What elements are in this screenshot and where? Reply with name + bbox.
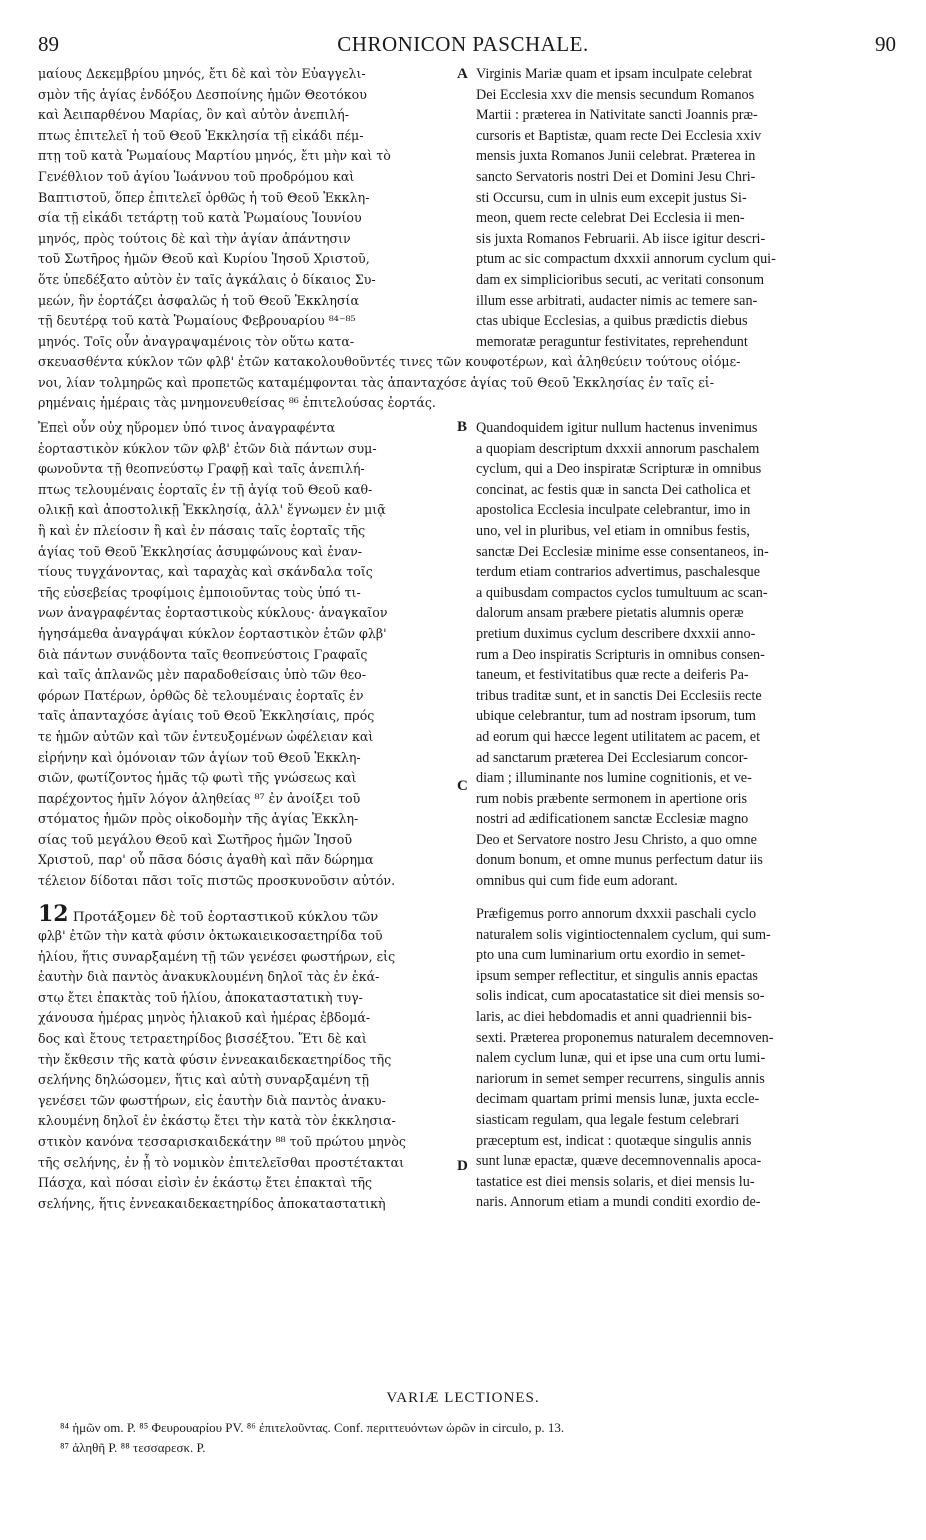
latin-text-line: a quibusdam compactos cyclos tumultuum ac scan- xyxy=(476,584,768,601)
running-title: CHRONICON PASCHALE. xyxy=(337,32,589,56)
latin-text-line: diam ; illuminante nos lumine cognitionis, et ve- xyxy=(476,770,752,787)
latin-text-line: tastatice est diei mensis solaris, et diei mensis lu- xyxy=(476,1173,755,1190)
section-number: 12 xyxy=(38,904,69,927)
greek-text-line: Χριστοῦ, παρ' οὗ πᾶσα δόσις ἀγαθὴ καὶ πᾶν δώρημα xyxy=(38,852,374,868)
latin-text-line: rum a Deo inspiratis Scripturis in omnibus consen- xyxy=(476,646,765,663)
greek-text-line: μηνός, πρὸς τούτοις δὲ καὶ τὴν ἁγίαν ἀπάντησιν xyxy=(38,230,351,246)
greek-text-line: ρημέναις ἡμέραις τὰς μνημονευθείσας ⁸⁶ ἐπιτελούσας ἑορτάς. xyxy=(38,395,436,411)
latin-text-line: illum esse arbitrati, audacter nimis ac temere san- xyxy=(476,292,758,309)
latin-text-line: sunt lunæ epactæ, quæve decemnovennalis apoca- xyxy=(476,1153,762,1170)
greek-text-line: πτῃ τοῦ κατὰ Ῥωμαίους Μαρτίου μηνός, ἔτι μὴν καὶ τὸ xyxy=(38,148,391,164)
latin-text-line: naris. Annorum etiam a mundi conditi exordio de- xyxy=(476,1194,761,1211)
greek-text-line: τὴν ἔκθεσιν τῆς κατὰ φύσιν ἐννεακαιδεκαετηρίδος τῆς xyxy=(38,1051,392,1067)
latin-text-line: ubique celebrantur, tum ad nostram ipsorum, tum xyxy=(476,708,756,725)
page-number-right: 90 xyxy=(875,32,896,56)
latin-text-line: taneum, et festivitatibus quæ recte a deiferis Pa- xyxy=(476,667,749,684)
greek-text-line: μαίους Δεκεμβρίου μηνός, ἔτι δὲ καὶ τὸν Εὐαγγελι- xyxy=(38,66,366,81)
latin-text-line: Martii : præterea in Nativitate sancti Joannis præ- xyxy=(476,107,758,124)
latin-text-line: Præfigemus porro annorum dxxxii paschali cyclo xyxy=(476,906,757,922)
latin-text-line: meon, quem recte celebrat Dei Ecclesia ii men- xyxy=(476,210,745,227)
latin-text-line: sti Occursu, cum in ulnis eum excepit justus Si- xyxy=(476,189,747,206)
latin-text-line: Quandoquidem igitur nullum hactenus invenimus xyxy=(476,420,758,436)
latin-text-line: nostri ad ædificationem sanctæ Ecclesiæ magno xyxy=(476,811,749,828)
latin-text-line: nariorum in semet semper recurrens, singulis annis xyxy=(476,1070,765,1087)
latin-text-line: nalem cyclum lunæ, qui et ipse una cum ortu lumi- xyxy=(476,1050,766,1067)
greek-text-line: μεών, ἣν ἑορτάζει ἀσφαλῶς ἡ τοῦ Θεοῦ Ἐκκλησία xyxy=(38,292,359,308)
latin-column-block-1 xyxy=(476,64,888,352)
greek-text-line: ἡλίου, ἥτις συναρξαμένη τῇ τῶν γενέσει φωστήρων, εἰς xyxy=(38,948,396,964)
greek-text-line: σελήνης δηλώσομεν, ἥτις καὶ αὐτὴ συναρξαμένη τῇ xyxy=(38,1072,370,1088)
latin-text-line: naturalem solis vigintioctennalem cyclum, qui sum- xyxy=(476,926,771,943)
greek-text-line: ἢ καὶ ἐν πλείοσιν ἢ καὶ ἐν πάσαις ταῖς ἑορταῖς τῆς xyxy=(38,522,366,538)
page-number-left: 89 xyxy=(38,32,59,56)
greek-text-line: φλβ' ἐτῶν τὴν κατὰ φύσιν ὀκτωκαιεικοσαετηρίδα τοῦ xyxy=(38,928,383,943)
latin-text-line: ctas ubique Ecclesias, a quibus prædictis diebus xyxy=(476,313,748,330)
greek-text-line: πτως ἐπιτελεῖ ἡ τοῦ Θεοῦ Ἐκκλησία τῇ εἰκάδι πέμ- xyxy=(38,127,364,143)
greek-full-width-paragraph xyxy=(38,352,888,414)
variae-lectiones-heading: VARIÆ LECTIONES. xyxy=(386,1390,540,1406)
greek-text-line: διὰ πάντων συνᾴδοντα ταῖς θεοπνεύστοις Γραφαῖς xyxy=(38,646,368,662)
greek-text-line: νοι, λίαν τολμηρῶς καὶ προπετῶς καταμέμφονται τὰς ἁπανταχόσε ἁγίας τοῦ Θεοῦ Ἐκκλησίας ἐν ταῖς εἰ- xyxy=(38,374,714,390)
latin-text-line: sancto Servatoris nostri Dei et Domini Jesu Chri- xyxy=(476,168,756,185)
page-header xyxy=(0,32,926,62)
latin-text-line: Virginis Mariæ quam et ipsam inculpate celebrat xyxy=(476,66,753,82)
variae-lectiones-notes xyxy=(60,1418,900,1458)
greek-text-line: φόρων Πατέρων, ὀρθῶς δὲ τελουμέναις ἑορταῖς ἐν xyxy=(38,687,364,703)
greek-text-line: σίας τοῦ μεγάλου Θεοῦ καὶ Σωτῆρος ἡμῶν Ἰησοῦ xyxy=(38,831,353,847)
latin-text-line: ptum ac sic compactum dxxxii annorum cyclum qui- xyxy=(476,251,776,268)
greek-text-line: ἁγίας τοῦ Θεοῦ Ἐκκλησίας ἀσυμφώνους καὶ ἐναν- xyxy=(38,543,363,559)
greek-column-block-3 xyxy=(38,926,453,1214)
greek-text-line: νων ἀναγραφέντας ἑορταστικοὺς κύκλους· ἀναγκαῖον xyxy=(38,605,388,621)
latin-text-line: ipsum semper reflectitur, et singulis annis epactas xyxy=(476,967,758,984)
greek-text-line: σελήνης, ἥτις ἐννεακαιδεκαετηρίδος ἀποκαταστατικὴ xyxy=(38,1195,386,1211)
latin-text-line: decimam quartam primi mensis lunæ, juxta eccle- xyxy=(476,1091,760,1108)
greek-text-line: ὅτε ὑπεδέξατο αὐτὸν ἐν ταῖς ἀγκάλαις ὁ δίκαιος Συ- xyxy=(38,271,376,287)
latin-text-line: uno, vel in pluribus, vel etiam in omnibus festis, xyxy=(476,522,750,539)
greek-text-line: σία τῇ εἰκάδι τετάρτῃ τοῦ κατὰ Ῥωμαίους Ἰουνίου xyxy=(38,210,362,226)
greek-text-line: σιῶν, φωτίζοντος ἡμᾶς τῷ φωτὶ τῆς γνώσεως καὶ xyxy=(38,770,357,786)
latin-text-line: tribus traditæ sunt, et in sanctis Dei Ecclesiis recte xyxy=(476,687,762,704)
greek-text-line: σμὸν τῆς ἁγίας ἐνδόξου Δεσποίνης ἡμῶν Θεοτόκου xyxy=(38,86,367,102)
greek-text-line: Γενέθλιον τοῦ ἁγίου Ἰωάννου τοῦ προδρόμου καὶ xyxy=(38,168,355,184)
latin-text-line: pretium duximus cyclum describere dxxxii anno- xyxy=(476,625,756,642)
greek-text-line: φωνοῦντα τῇ θεοπνεύστῳ Γραφῇ καὶ ταῖς ἀνεπιλή- xyxy=(38,461,365,477)
greek-text-line: μηνός. Τοῖς οὖν ἀναγραψαμένοις τὸν οὕτω κατα- xyxy=(38,333,355,349)
greek-text-line: Βαπτιστοῦ, ὅπερ ἐπιτελεῖ ὀρθῶς ἡ τοῦ Θεοῦ Ἐκκλη- xyxy=(38,189,370,205)
greek-text-line: τῆς σελήνης, ἐν ᾗ τὸ νομικὸν ἐπιτελεῖσθαι προστέτακται xyxy=(38,1154,405,1170)
greek-text-line: τῆς εὐσεβείας τροφίμοις ἐμποιοῦντας τοὺς ὑπό τι- xyxy=(38,584,361,600)
latin-text-line: omnibus qui cum fide eum adorant. xyxy=(476,873,678,890)
latin-text-line: donum bonum, et omne munus perfectum datur iis xyxy=(476,852,763,869)
latin-text-line: dam ex simplicioribus secuti, ac veritati consonum xyxy=(476,271,765,288)
latin-column-block-3 xyxy=(476,904,888,1213)
section-12-opening: Προτάξομεν δὲ τοῦ ἑορταστικοῦ κύκλου τῶν xyxy=(72,910,379,925)
greek-text-line: ἑαυτὴν διὰ παντὸς ἀνακυκλουμένη δηλοῖ τὰς ἐν ἑκά- xyxy=(38,969,380,985)
greek-text-line: τοῦ Σωτῆρος ἡμῶν Θεοῦ καὶ Κυρίου Ἰησοῦ Χριστοῦ, xyxy=(38,251,370,267)
greek-text-line: στικὸν κανόνα τεσσαρισκαιδεκάτην ⁸⁸ τοῦ πρώτου μηνὸς xyxy=(38,1133,406,1149)
greek-text-line: παρέχοντος ἡμῖν λόγον ἀληθείας ⁸⁷ ἐν ἀνοίξει τοῦ xyxy=(38,790,361,806)
latin-text-line: terdum etiam contrarios advertimus, paschalesque xyxy=(476,564,761,581)
latin-text-line: memoratæ peraguntur festivitates, reprehendunt xyxy=(476,333,748,350)
greek-text-line: τίους τυγχάνοντας, καὶ ταραχὰς καὶ σκάνδαλα τοῖς xyxy=(38,564,373,580)
latin-text-line: sexti. Præterea proponemus naturalem decemnoven- xyxy=(476,1029,774,1046)
greek-text-line: γενέσει τῶν φωστήρων, εἰς ἑαυτὴν διὰ παντὸς ἀνακυ- xyxy=(38,1092,386,1108)
latin-text-line: sanctæ Dei Ecclesiæ minime esse consentaneos, in- xyxy=(476,543,769,560)
latin-text-line: Dei Ecclesia xxv die mensis secundum Romanos xyxy=(476,86,755,103)
latin-text-line: cyclum, qui a Deo inspiratæ Scripturæ in omnibus xyxy=(476,461,762,478)
latin-text-line: sis juxta Romanos Februarii. Ab iisce igitur descri- xyxy=(476,230,766,247)
latin-text-line: dalorum ansam præbere pietatis alumnis operæ xyxy=(476,605,744,622)
margin-marker-a: A xyxy=(457,66,468,82)
latin-text-line: siasticam regulam, qua legale festum celebrari xyxy=(476,1111,740,1128)
latin-text-line: ad sanctarum præterea Dei Ecclesiarum concor- xyxy=(476,749,748,766)
latin-text-line: præceptum est, indicat : quotæque singulis annis xyxy=(476,1132,752,1149)
greek-text-line: τῇ δευτέρᾳ τοῦ κατὰ Ῥωμαίους Φεβρουαρίου ⁸⁴⁻⁸⁵ xyxy=(38,313,356,329)
greek-text-line: τε ἡμῶν αὐτῶν καὶ τῶν ἐντευξομένων ὠφέλειαν καὶ xyxy=(38,728,374,744)
latin-text-line: ad eorum qui hæcce legent utilitatem ac pacem, et xyxy=(476,728,761,745)
latin-text-line: concinat, ac festis quæ in sancta Dei catholica et xyxy=(476,481,751,498)
variant-note-line: ⁸⁴ ἡμῶν om. P. ⁸⁵ Φευρουαρίου PV. ⁸⁶ ἐπιτελοῦντας. Conf. περιττευόντων ὡρῶν in circulo, p. 13. xyxy=(60,1420,565,1435)
greek-text-line: Ἐπεὶ οὖν οὐχ ηὕρομεν ὑπό τινος ἀναγραφέντα xyxy=(38,420,336,435)
latin-text-line: apostolica Ecclesia inculpate celebrantur, imo in xyxy=(476,502,751,519)
greek-text-line: πτως τελουμέναις ἑορταῖς ἐν τῇ ἁγίᾳ τοῦ Θεοῦ καθ- xyxy=(38,481,373,497)
latin-text-line: a quopiam descriptum dxxxii annorum paschalem xyxy=(476,440,760,457)
greek-text-line: καὶ Ἀειπαρθένου Μαρίας, ὃν καὶ αὐτὸν ἀνεπιλή- xyxy=(38,107,349,123)
greek-section-12-first-line xyxy=(38,904,453,929)
greek-column-block-2 xyxy=(38,418,453,892)
greek-text-line: ολικῇ καὶ ἀποστολικῇ Ἐκκλησίᾳ, ἀλλ' ἔγνωμεν ἐν μιᾷ xyxy=(38,502,386,518)
greek-text-line: Πάσχα, καὶ πόσαι εἰσὶν ἐν ἑκάστῳ ἔτει ἐπακταὶ τῆς xyxy=(38,1175,373,1191)
greek-text-line: κλουμένη δηλοῖ ἐν ἑκάστῳ ἔτει τὴν κατὰ τὸν ἐκκλησια- xyxy=(38,1113,396,1129)
margin-marker-d: D xyxy=(457,1158,468,1174)
greek-text-line: καὶ ταῖς ἁπλανῶς μὲν παραδοθείσαις ὑπὸ τῶν θεο- xyxy=(38,667,366,683)
greek-column-block-1 xyxy=(38,64,453,352)
greek-text-line: τέλειον δίδοται πᾶσι τοῖς πιστῶς προσκυνοῦσιν αὐτόν. xyxy=(38,873,396,889)
latin-text-line: mensis juxta Romanos Junii celebrat. Præterea in xyxy=(476,148,756,165)
greek-text-line: στῳ ἔτει ἐπακτὰς τοῦ ἡλίου, ἀποκαταστατικὴ τυγ- xyxy=(38,989,363,1005)
latin-text-line: pto una cum luminarium ortu exordio in semet- xyxy=(476,947,746,964)
latin-text-line: cursoris et Baptistæ, quam recte Dei Ecclesia xxiv xyxy=(476,127,762,144)
latin-text-line: Deo et Servatore nostro Jesu Christo, a quo omne xyxy=(476,831,757,848)
greek-text-line: στόματος ἡμῶν πρὸς οἰκοδομὴν τῆς ἁγίας Ἐκκλη- xyxy=(38,811,359,827)
latin-text-line: laris, ac diei hebdomadis et anni quadriennii bis- xyxy=(476,1008,752,1025)
latin-text-line: rum nobis præbente sermonem in apertione oris xyxy=(476,790,748,807)
latin-text-line: solis indicat, cum apocatastatice sit diei mensis so- xyxy=(476,988,765,1005)
greek-text-line: δος καὶ ἔτους τετραετηρίδος βισσέξτου. Ἔτι δὲ καὶ xyxy=(38,1030,367,1046)
margin-marker-b: B xyxy=(457,419,468,435)
variant-note-line: ⁸⁷ ἀληθῆ P. ⁸⁸ τεσσαρεσκ. P. xyxy=(60,1440,206,1455)
greek-text-line: ἑορταστικὸν κύκλον τῶν φλβ' ἐτῶν διὰ πάντων συμ- xyxy=(38,440,377,456)
greek-text-line: εἰρήνην καὶ ὁμόνοιαν τῶν ἁγίων τοῦ Θεοῦ Ἐκκλη- xyxy=(38,749,361,765)
latin-column-block-2 xyxy=(476,418,888,892)
margin-marker-c: C xyxy=(457,778,468,794)
greek-text-line: ἡγησάμεθα ἀναγράψαι κύκλον ἑορταστικὸν ἐτῶν φλβ' xyxy=(38,625,387,641)
greek-text-line: σκευασθέντα κύκλον τῶν φλβ' ἐτῶν κατακολουθοῦντές τινες τῶν κουφοτέρων, καὶ ἀληθεύειν τούτους οἰόμε- xyxy=(38,354,741,369)
greek-text-line: ταῖς ἁπανταχόσε ἁγίαις τοῦ Θεοῦ Ἐκκλησίαις, πρός xyxy=(38,708,375,724)
greek-text-line: χάνουσα ἡμέρας μηνὸς ἡλιακοῦ καὶ ἡμέρας ἑβδομά- xyxy=(38,1010,371,1026)
